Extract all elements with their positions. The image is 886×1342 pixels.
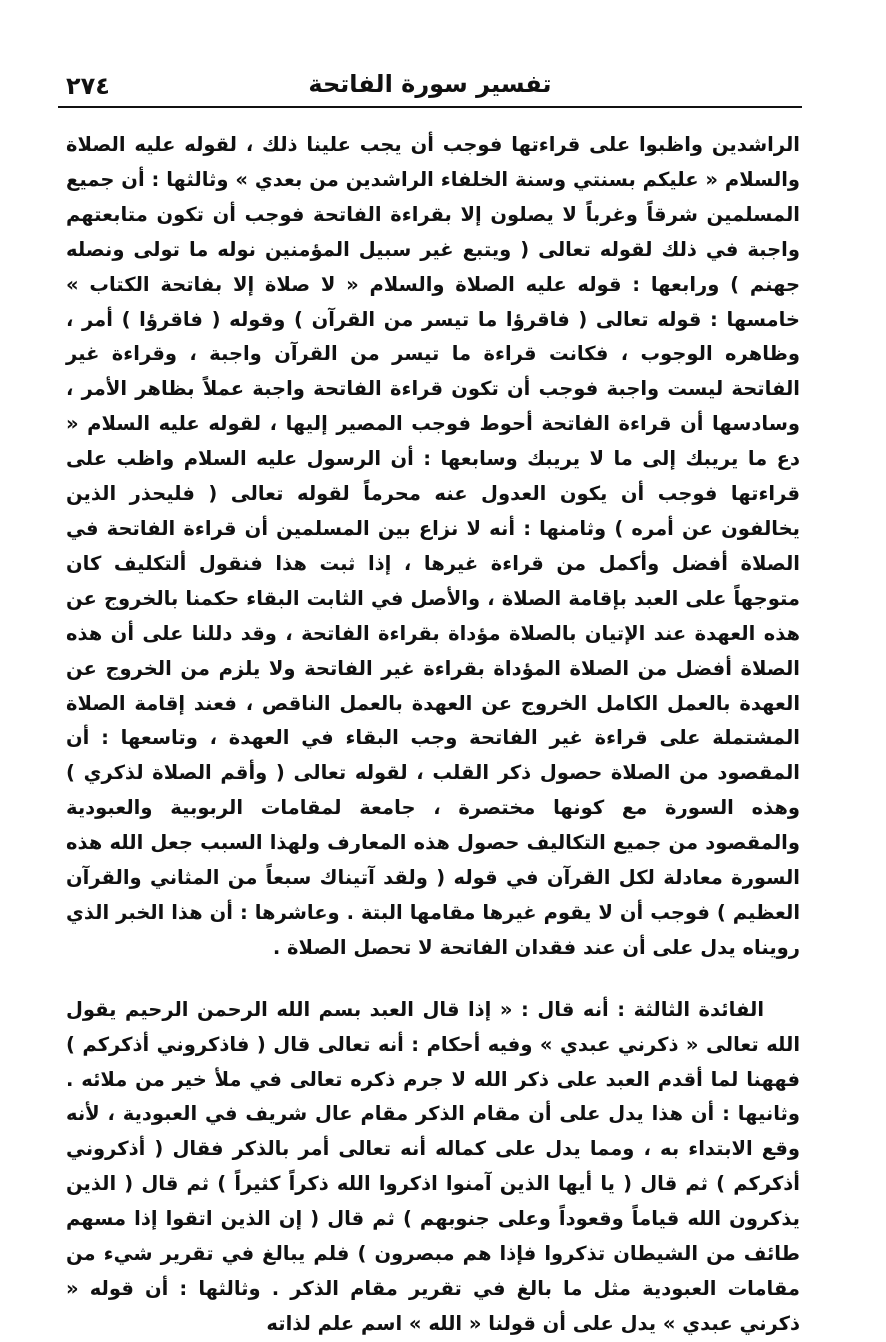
header-rule [58,106,802,108]
body-text [66,128,800,1342]
page-header [58,66,802,106]
paragraph-second: الفائدة الثالثة : أنه قال : « إذا قال العبد بسم الله الرحمن الرحيم يقول الله تعالى « ذكرني عبدي » وفيه أحكام : أنه تعالى قال ( فاذكروني أذكركم ) فههنا لما أقدم العبد على ذكر الله لا جرم ذكره تعالى في ملأ خير من ملائه . وثانيها : أن هذا يدل على أن مقام الذكر مقام عال شريف في العبودية ، لأنه وقع الابتداء به ، ومما يدل على كماله أنه تعالى أمر بالذكر فقال ( أذكروني أذكركم ) ثم قال ( يا أيها الذين آمنوا اذكروا الله ذكراً كثيراً ) ثم قال ( الذين يذكرون الله قياماً وقعوداً وعلى جنوبهم ) ثم قال ( إن الذين اتقوا إذا مسهم طائف من الشيطان تذكروا فإذا هم مبصرون ) فلم يبالغ في تقرير شيء من مقامات العبودية مثل ما بالغ في تقرير مقام الذكر . وثالثها : أن قوله « ذكرني عبدي » يدل على أن قولنا « الله » اسم علم لذاته [66,997,800,1335]
page-number: ٢٧٤ [66,72,110,100]
running-title: تفسير سورة الفاتحة [308,70,552,98]
paragraph-first: الراشدين واظبوا على قراءتها فوجب أن يجب علينا ذلك ، لقوله عليه الصلاة والسلام « عليكم بسنتي وسنة الخلفاء الراشدين من بعدي » وثالثها : أن جميع المسلمين شرقاً وغرباً لا يصلون إلا بقراءة الفاتحة فوجب أن تكون متابعتهم واجبة في ذلك لقوله تعالى ( ويتبع غير سبيل المؤمنين نوله ما تولى ونصله جهنم ) ورابعها : قوله عليه الصلاة والسلام « لا صلاة إلا بفاتحة الكتاب » خامسها : قوله تعالى ( فاقرؤا ما تيسر من القرآن ) وقوله ( فاقرؤا ) أمر ، وظاهره الوجوب ، فكانت قراءة ما تيسر من القرآن واجبة ، وقراءة غير الفاتحة ليست واجبة فوجب أن تكون قراءة الفاتحة واجبة عملاً بظاهر الأمر ، وسادسها أن قراءة الفاتحة أحوط فوجب المصير إليها ، لقوله عليه السلام « دع ما يريبك إلى ما لا يريبك وسابعها : أن الرسول عليه السلام واظب على قراءتها فوجب أن يكون العدول عنه محرماً لقوله تعالى ( فليحذر الذين يخالفون عن أمره ) وثامنها : أنه لا نزاع بين المسلمين أن قراءة الفاتحة في الصلاة أفضل وأكمل من قراءة غيرها ، إذا ثبت هذا فنقول ألتكليف كان متوجهاً على العبد بإقامة الصلاة ، والأصل في الثابت البقاء حكمنا بالخروج عن هذه العهدة عند الإتيان بالصلاة مؤداة بقراءة الفاتحة ، وقد دللنا على أن هذه الصلاة أفضل من الصلاة المؤداة بقراءة غير الفاتحة ولا يلزم من الخروج عن العهدة بالعمل الكامل الخروج عن العهدة بالعمل الناقص ، فعند إقامة الصلاة المشتملة على قراءة غير الفاتحة وجب البقاء في العهدة ، وتاسعها : أن المقصود من الصلاة حصول ذكر القلب ، لقوله تعالى ( وأقم الصلاة لذكري ) وهذه السورة مع كونها مختصرة ، جامعة لمقامات الربوبية والعبودية والمقصود من جميع التكاليف حصول هذه المعارف ولهذا السبب جعل الله هذه السورة معادلة لكل القرآن في قوله ( ولقد آتيناك سبعاً من المثاني والقرآن العظيم ) فوجب أن لا يقوم غيرها مقامها البتة . وعاشرها : أن هذا الخبر الذي رويناه يدل على أن عند فقدان الفاتحة لا تحصل الصلاة . [66,133,800,959]
